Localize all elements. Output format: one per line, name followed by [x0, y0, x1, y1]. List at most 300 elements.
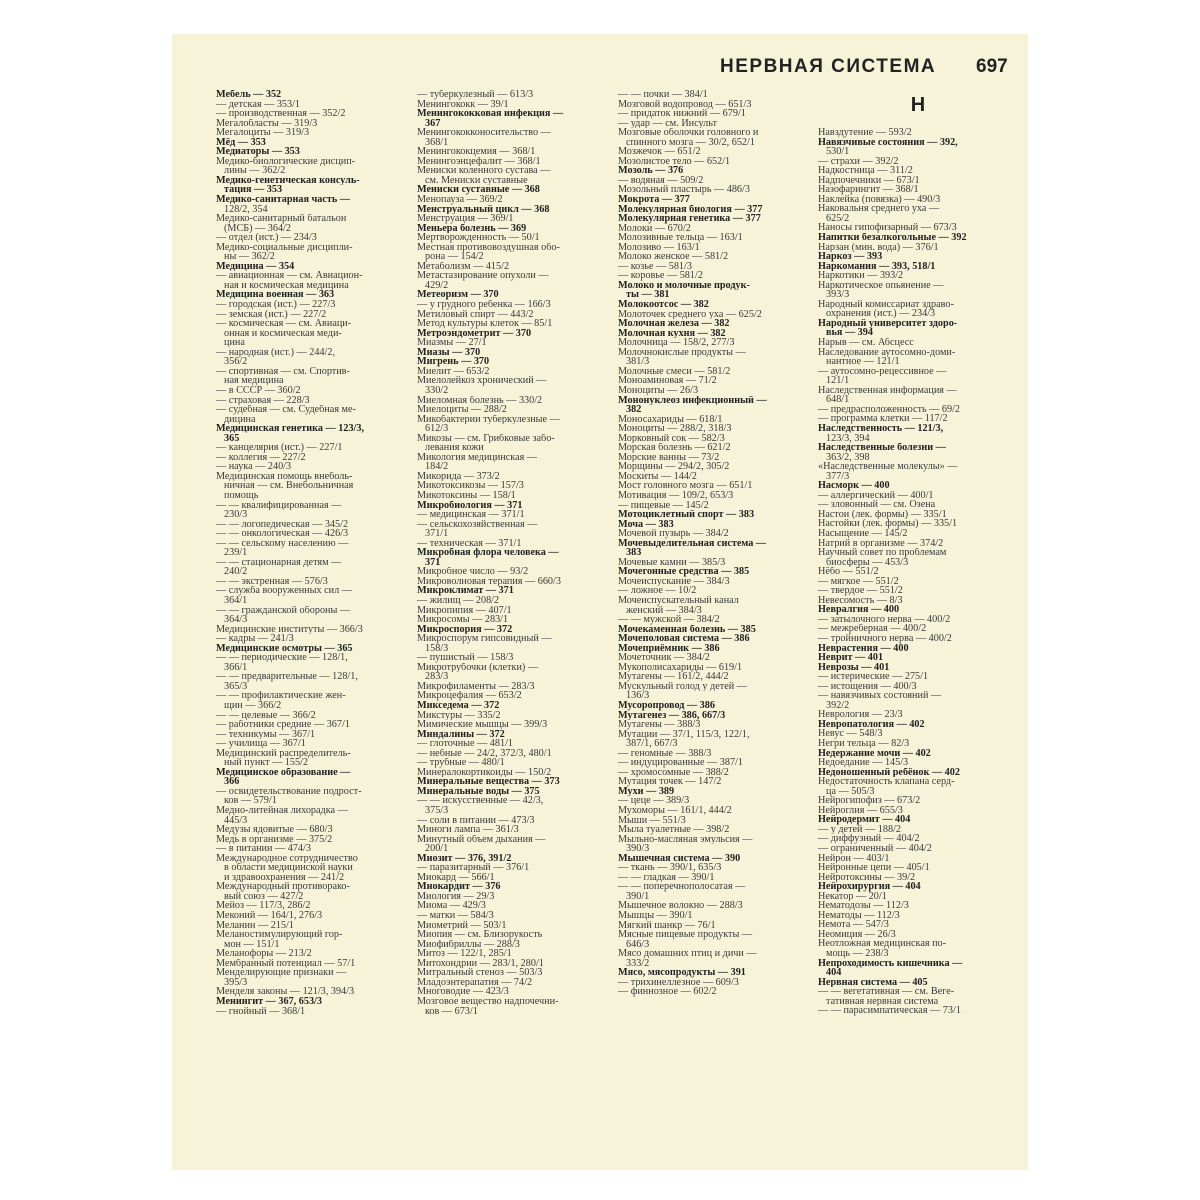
- index-entry: Меланин — 215/1: [216, 920, 294, 931]
- index-entry: Нейрогипофиз — 673/2: [818, 796, 921, 806]
- index-entry: вья — 394: [826, 328, 873, 339]
- index-entry: Мигрень — 370: [417, 357, 490, 367]
- index-entry: Нейроглия — 655/3: [818, 805, 903, 816]
- index-column-3: [618, 90, 818, 997]
- index-entry: Микседема — 372: [417, 701, 500, 711]
- index-entry: Надпочечники — 673/1: [818, 175, 920, 186]
- index-entry: Мочекаменная болезнь — 385: [618, 624, 756, 635]
- index-entry: Мочеиспускание — 384/3: [618, 576, 730, 587]
- index-entry: Менструальный цикл — 368: [417, 204, 550, 215]
- index-entry: Молозивные тельца — 163/1: [618, 233, 743, 243]
- index-entry: Молочнокислые продукты —: [618, 347, 746, 358]
- index-entry: Москиты — 144/2: [618, 471, 697, 482]
- index-entry: Молочная железа — 382: [618, 319, 730, 329]
- index-entry: — туберкулезный — 613/3: [417, 90, 534, 100]
- index-entry: 429/2: [425, 280, 449, 291]
- index-entry: 387/1, 667/3: [626, 739, 678, 749]
- index-entry: Мимические мышцы — 399/3: [417, 720, 548, 730]
- index-entry: Мозольный пластырь — 486/3: [618, 185, 750, 196]
- index-entry: — соли в питании — 473/3: [417, 815, 535, 826]
- index-entry: Мочегонные средства — 385: [618, 567, 750, 577]
- index-entry: Назофарингит — 368/1: [818, 185, 919, 195]
- index-entry: Миопия — см. Близорукость: [417, 930, 543, 940]
- index-entry: — жилищ — 208/2: [417, 595, 500, 606]
- index-entry: Международный противорако-: [216, 882, 350, 892]
- index-entry: — — онкологическая — 426/3: [216, 529, 349, 539]
- index-entry: Мозжечок — 651/2: [618, 147, 701, 157]
- index-entry: Микробная флора человека —: [417, 548, 559, 558]
- index-entry: 390/3: [626, 844, 650, 854]
- index-entry: Мыла туалетные — 398/2: [618, 825, 730, 835]
- index-entry: Микрофиламенты — 283/3: [417, 681, 535, 692]
- index-entry: — пищевые — 145/2: [618, 500, 709, 511]
- index-entry: — межреберная — 400/2: [818, 624, 927, 634]
- index-entry: Неотложная медицинская по-: [818, 939, 947, 950]
- index-entry: 530/1: [826, 147, 850, 157]
- index-entry: — — предварительные — 128/1,: [216, 672, 358, 682]
- index-entry: — ткань — 390/1, 635/3: [618, 863, 722, 873]
- index-entry: Менингоэнцефалит — 368/1: [417, 156, 541, 167]
- index-entry: Моносахариды — 618/1: [618, 414, 723, 425]
- index-entry: 646/3: [626, 939, 650, 950]
- index-entry: Медузы ядовитые — 680/3: [216, 825, 333, 835]
- index-entry: Недоношенный ребёнок — 402: [818, 767, 960, 778]
- index-entry: Медико-социальные дисципли-: [216, 242, 353, 253]
- index-entry: — спортивная — см. Спортив-: [216, 366, 350, 377]
- index-entry: Микроцефалия — 653/2: [417, 691, 522, 701]
- index-entry: Медно-литейная лихорадка —: [216, 806, 348, 816]
- index-entry: 366: [224, 777, 240, 787]
- index-entry: — отдел (ист.) — 234/3: [216, 233, 317, 243]
- index-entry: Метаболизм — 415/2: [417, 261, 510, 272]
- index-entry: Настойки (лек. формы) — 335/1: [818, 519, 958, 529]
- index-entry: мон — 151/1: [224, 939, 280, 950]
- index-entry: дицина: [224, 414, 256, 425]
- index-entry: — ложное — 10/2: [618, 586, 697, 596]
- index-entry: щин — 366/2: [224, 701, 282, 711]
- index-entry: 381/3: [626, 357, 650, 367]
- index-entry: Наследственность — 121/3,: [818, 423, 944, 434]
- index-entry: Невус — 548/3: [818, 729, 883, 739]
- index-entry: Мотивация — 109/2, 653/3: [618, 490, 734, 501]
- index-entry: Митральный стеноз — 503/3: [417, 968, 543, 978]
- index-entry: Микотоксины — 158/1: [417, 490, 516, 501]
- index-entry: — гнойный — 368/1: [216, 1006, 306, 1017]
- index-column-1: [216, 90, 416, 1016]
- index-entry: Миндалины — 372: [417, 729, 505, 740]
- index-entry: Международное сотрудничество: [216, 853, 358, 864]
- index-entry: — служба вооруженных сил —: [216, 586, 352, 596]
- index-entry: Навязчивые состояния — 392,: [818, 137, 958, 148]
- index-entry: помощь: [224, 490, 259, 501]
- index-entry: 128/2, 354: [224, 204, 268, 215]
- index-entry: Морская болезнь — 621/2: [618, 443, 731, 453]
- index-entry: Недостаточность клапана серд-: [818, 777, 955, 787]
- index-entry: Нарыв — см. Абсцесс: [818, 338, 914, 348]
- index-entry: Мускульный голод у детей —: [618, 681, 747, 692]
- index-entry: Микобактерии туберкулезные —: [417, 414, 560, 425]
- index-entry: Насморк — 400: [818, 481, 890, 491]
- index-entry: Молочная кухня — 382: [618, 328, 726, 339]
- index-entry: Минеральные воды — 375: [417, 786, 540, 797]
- index-entry: — коллегия — 227/2: [216, 452, 306, 463]
- index-entry: Медицинские осмотры — 365: [216, 643, 353, 654]
- index-entry: Меконий — 164/1, 276/3: [216, 911, 323, 921]
- index-entry: вый союз — 427/2: [224, 891, 304, 902]
- index-entry: Мегалобласты — 319/3: [216, 118, 318, 129]
- index-entry: Мононуклеоз инфекционный —: [618, 395, 767, 406]
- index-entry: Минутный объем дыхания —: [417, 834, 546, 845]
- index-entry: Неврастения — 400: [818, 643, 909, 654]
- index-entry: — — целевые — 366/2: [216, 710, 316, 721]
- index-entry: ца — 505/3: [826, 786, 875, 797]
- index-entry: Мочеполовая система — 386: [618, 634, 750, 644]
- index-entry: Мусоропровод — 386: [618, 701, 715, 711]
- index-entry: Народный университет здоро-: [818, 318, 958, 329]
- index-entry: Мутагены — 161/2, 444/2: [618, 672, 729, 682]
- index-entry: Минералокортикоиды — 150/2: [417, 767, 552, 778]
- index-entry: Меньера болезнь — 369: [417, 223, 527, 234]
- index-entry: Миокардит — 376: [417, 882, 501, 892]
- index-entry: Метастазирование опухоли —: [417, 271, 549, 281]
- index-entry: 121/1: [826, 376, 850, 386]
- index-entry: Микозы — см. Грибковые забо-: [417, 433, 555, 444]
- index-entry: 200/1: [425, 844, 449, 854]
- index-entry: Медицинская генетика — 123/3,: [216, 424, 365, 434]
- index-entry: Миноги лампа — 361/3: [417, 825, 519, 835]
- index-entry: Митохондрии — 283/1, 280/1: [417, 958, 544, 969]
- index-entry: Мочевой пузырь — 384/2: [618, 529, 729, 539]
- index-entry: Мухоморы — 161/1, 444/2: [618, 806, 732, 816]
- index-entry: Морские ванны — 73/2: [618, 452, 720, 463]
- index-entry: — мягкое — 551/2: [818, 576, 899, 587]
- index-entry: Мыши — 551/3: [618, 815, 686, 826]
- book-page: [172, 34, 1028, 1170]
- index-entry: онная и космическая меди-: [224, 328, 342, 339]
- index-entry: нантное — 121/1: [826, 357, 900, 367]
- index-entry: Наркотики — 393/2: [818, 271, 904, 281]
- index-entry: Микология медицинская —: [417, 452, 538, 463]
- index-entry: Микроволновая терапия — 660/3: [417, 576, 561, 587]
- index-entry: Нарзан (мин. вода) — 376/1: [818, 242, 939, 253]
- index-entry: Миома — 429/3: [417, 901, 486, 912]
- index-entry: Неврология — 23/3: [818, 710, 903, 720]
- index-entry: Наносы гипофизарный — 673/3: [818, 223, 957, 234]
- index-entry: и здравоохранения — 241/2: [224, 872, 345, 883]
- index-entry: мощь — 238/3: [826, 949, 889, 959]
- index-entry: — хромосомные — 388/2: [618, 767, 729, 778]
- index-entry: Мейоз — 117/3, 286/2: [216, 901, 311, 912]
- index-entry: женский — 384/3: [626, 605, 702, 616]
- index-entry: — предрасположенность — 69/2: [818, 404, 961, 415]
- index-entry: Мышечная система — 390: [618, 853, 741, 864]
- index-entry: Наследственная информация —: [818, 385, 957, 396]
- index-entry: Медико-санитарная часть —: [216, 195, 350, 205]
- index-entry: 283/3: [425, 672, 449, 682]
- index-entry: Молекулярная биология — 377: [618, 204, 763, 215]
- index-entry: — — парасимпатическая — 73/1: [818, 1006, 961, 1016]
- index-entry: Навздутение — 593/2: [818, 128, 912, 138]
- index-entry: — глоточные — 481/1: [417, 739, 514, 749]
- index-entry: Метиловый спирт — 443/2: [417, 309, 534, 320]
- index-entry: Менингококк — 39/1: [417, 99, 509, 110]
- index-entry: Мутации — 37/1, 115/3, 122/1,: [618, 729, 750, 740]
- index-entry: Мухи — 389: [618, 786, 675, 797]
- index-entry: Некатор — 20/1: [818, 891, 887, 902]
- index-entry: Медицина — 354: [216, 261, 295, 272]
- index-entry: Натрий в организме — 374/2: [818, 538, 944, 549]
- index-entry: Мениски коленного сустава —: [417, 166, 551, 176]
- index-entry: Мясо, мясопродукты — 391: [618, 968, 746, 978]
- index-entry: — аутосомно-рецессивное —: [818, 366, 947, 377]
- index-entry: — затылочного нерва — 400/2: [818, 614, 951, 625]
- index-entry: — придаток нижний — 679/1: [618, 109, 746, 119]
- index-entry: — программа клетки — 117/2: [818, 414, 948, 424]
- index-entry: Немота — 547/3: [818, 920, 889, 930]
- index-entry: — пушистый — 158/3: [417, 653, 514, 663]
- index-entry: 330/2: [425, 385, 449, 396]
- index-entry: Непроходимость кишечника —: [818, 958, 963, 969]
- index-entry: Микроспорум гипсовидный —: [417, 634, 552, 644]
- index-entry: ков — 673/1: [425, 1006, 478, 1017]
- index-entry: 648/1: [826, 395, 850, 405]
- index-entry: ты — 381: [626, 290, 670, 301]
- index-entry: Местная противовоздушная обо-: [417, 242, 560, 253]
- index-entry: Нематоды — 112/3: [818, 910, 900, 921]
- index-entry: — городская (ист.) — 227/3: [216, 300, 336, 310]
- index-entry: Нейродермит — 404: [818, 815, 911, 825]
- index-entry: Наркоз — 393: [818, 252, 883, 262]
- index-entry: (МСБ) — 364/2: [224, 223, 291, 234]
- index-entry: тация — 353: [224, 185, 283, 196]
- index-entry: 363/2, 398: [826, 452, 870, 463]
- index-entry: Микропипия — 407/1: [417, 605, 512, 616]
- index-entry: Моча — 383: [618, 519, 674, 530]
- index-entry: Научный совет по проблемам: [818, 548, 947, 558]
- index-entry: Микорида — 373/2: [417, 471, 500, 482]
- index-entry: Мышечное волокно — 288/3: [618, 901, 743, 912]
- index-entry: — медицинская — 371/1: [417, 510, 525, 520]
- index-entry: — тройничного нерва — 400/2: [818, 633, 952, 644]
- index-entry: — козье — 581/3: [618, 261, 692, 272]
- index-entry: Мыльно-масляная эмульсия —: [618, 834, 753, 845]
- index-entry: Мост головного мозга — 651/1: [618, 481, 753, 491]
- index-entry: лины — 362/2: [224, 166, 286, 176]
- index-entry: спинного мозга — 30/2, 652/1: [626, 137, 755, 148]
- index-entry: Мочевыделительная система —: [618, 538, 767, 549]
- index-entry: Настои (лек. формы) — 335/1: [818, 509, 947, 520]
- index-entry: Молоки — 670/2: [618, 223, 691, 234]
- index-entry: Меланофоры — 213/2: [216, 949, 312, 959]
- index-entry: Нервная система — 405: [818, 977, 928, 988]
- index-entry: 445/3: [224, 815, 248, 826]
- index-entry: — диффузный — 404/2: [818, 834, 920, 845]
- index-entry: Медицинская помощь внеболь-: [216, 471, 353, 482]
- index-entry: ный пункт — 155/2: [224, 758, 309, 768]
- index-entry: — — вегетативная — см. Веге-: [818, 987, 955, 997]
- index-entry: тативная нервная система: [826, 996, 939, 1007]
- index-entry: Мукополисахариды — 619/1: [618, 662, 743, 673]
- index-entry: — техникумы — 367/1: [216, 729, 316, 740]
- index-entry: — геномные — 388/3: [618, 748, 712, 759]
- index-entry: Микроклимат — 371: [417, 586, 514, 596]
- section-letter: Н: [910, 94, 926, 116]
- index-entry: Мозоль — 376: [618, 166, 684, 176]
- index-entry: Менструация — 369/1: [417, 214, 514, 224]
- index-entry: Менингококцемия — 368/1: [417, 147, 536, 157]
- index-entry: — финнозное — 602/2: [618, 987, 717, 997]
- index-entry: Метроэндометрит — 370: [417, 328, 532, 339]
- index-entry: 184/2: [425, 462, 449, 472]
- index-entry: Нёбо — 551/2: [818, 567, 879, 577]
- index-entry: Мутагенез — 386, 667/3: [618, 710, 726, 721]
- index-entry: Миелит — 653/2: [417, 366, 490, 377]
- index-column-2: [417, 90, 617, 1016]
- index-entry: Минеральные вещества — 373: [417, 777, 560, 787]
- index-entry: Наковальня среднего уха —: [818, 204, 940, 214]
- index-entry: — наука — 240/3: [216, 462, 292, 472]
- index-entry: Миология — 29/3: [417, 891, 495, 902]
- index-entry: — работники средние — 367/1: [216, 720, 350, 730]
- index-entry: Молекулярная генетика — 377: [618, 214, 761, 224]
- index-entry: Молочные смеси — 581/2: [618, 366, 731, 377]
- index-entry: Миазмы — 27/1: [417, 338, 487, 348]
- index-entry: Напитки безалкогольные — 392: [818, 233, 967, 243]
- index-entry: — детская — 353/1: [216, 99, 301, 110]
- index-entry: Медико-санитарный батальон: [216, 214, 347, 224]
- index-entry: Насыщение — 145/2: [818, 528, 908, 539]
- index-entry: — навязчивых состояний —: [818, 691, 942, 701]
- index-entry: Наследование аутосомно-доми-: [818, 347, 956, 358]
- index-column-4: [818, 90, 1018, 1016]
- index-entry: Молоко и молочные продук-: [618, 280, 750, 291]
- index-entry: — коровье — 581/2: [618, 271, 703, 281]
- index-entry: ков — 579/1: [224, 796, 277, 807]
- index-entry: Неврозы — 401: [818, 662, 890, 673]
- index-entry: Мертворожденность — 50/1: [417, 233, 540, 243]
- index-entry: 383: [626, 548, 642, 558]
- index-entry: 366/1: [224, 662, 248, 673]
- index-entry: Микросомы — 283/1: [417, 615, 509, 625]
- index-entry: 612/3: [425, 424, 449, 434]
- index-entry: 239/1: [224, 548, 248, 558]
- index-entry: Мембранный потенциал — 57/1: [216, 958, 356, 969]
- index-entry: — — гражданской обороны —: [216, 605, 351, 616]
- index-entry: — — периодические — 128/1,: [216, 653, 348, 663]
- index-entry: Мясо домашних птиц и дичи —: [618, 949, 757, 959]
- index-entry: — паразитарный — 376/1: [417, 863, 530, 873]
- index-entry: Моноциты — 288/2, 318/3: [618, 424, 732, 434]
- index-entry: Менделя законы — 121/3, 394/3: [216, 987, 355, 997]
- index-entry: — аллергический — 400/1: [818, 490, 934, 501]
- index-entry: — производственная — 352/2: [216, 109, 346, 119]
- index-entry: — в питании — 474/3: [216, 844, 311, 854]
- index-entry: — у грудного ребенка — 166/3: [417, 300, 551, 310]
- index-entry: цина: [224, 338, 245, 348]
- index-entry: ная и космическая медицина: [224, 280, 349, 291]
- index-entry: 333/2: [626, 958, 650, 969]
- index-entry: — училища — 367/1: [216, 739, 306, 749]
- index-entry: Моноаминовая — 71/2: [618, 376, 717, 386]
- index-entry: — земская (ист.) — 227/2: [216, 309, 327, 320]
- index-entry: Медицинские институты — 366/3: [216, 624, 363, 635]
- index-entry: Невесомость — 8/3: [818, 595, 903, 606]
- index-entry: Мутагены — 388/3: [618, 720, 701, 730]
- index-entry: Нейрон — 403/1: [818, 853, 890, 864]
- index-entry: — трихинеллезное — 609/3: [618, 977, 739, 988]
- index-entry: Молокоотсос — 382: [618, 300, 709, 310]
- index-entry: левания кожи: [425, 443, 484, 453]
- index-entry: Микротрубочки (клетки) —: [417, 662, 539, 673]
- index-entry: Менингит — 367, 653/3: [216, 996, 322, 1007]
- index-entry: Негри тельца — 82/3: [818, 739, 910, 749]
- index-entry: Миелоциты — 288/2: [417, 405, 507, 415]
- index-entry: 368/1: [425, 137, 449, 148]
- index-entry: — страхи — 392/2: [818, 156, 899, 167]
- index-entry: Народный комиссариат здраво-: [818, 299, 954, 310]
- index-entry: — авиационная — см. Авиацион-: [216, 271, 363, 281]
- index-entry: — ограниченный — 404/2: [818, 844, 932, 854]
- index-entry: — страховая — 228/3: [216, 395, 310, 406]
- index-entry: — техническая — 371/1: [417, 538, 522, 549]
- index-entry: 625/2: [826, 213, 850, 224]
- index-entry: Мочеприёмник — 386: [618, 643, 720, 654]
- index-entry: — в СССР — 360/2: [216, 385, 301, 396]
- page-number: 697: [976, 56, 1008, 77]
- index-entry: Миометрий — 503/1: [417, 920, 507, 931]
- index-entry: Мозговое вещество надпочечни-: [417, 996, 559, 1007]
- index-entry: — водяная — 509/2: [618, 175, 704, 186]
- index-entry: 356/2: [224, 357, 248, 367]
- index-entry: 392/2: [826, 700, 850, 711]
- running-header-title: НЕРВНАЯ СИСТЕМА: [720, 56, 937, 77]
- index-entry: — истощения — 400/3: [818, 681, 917, 692]
- index-entry: Наследственные болезни —: [818, 443, 946, 453]
- index-entry: 230/3: [224, 510, 248, 520]
- index-entry: Моноциты — 26/3: [618, 385, 699, 396]
- index-entry: биосферы — 453/3: [826, 557, 909, 568]
- index-entry: Мозговой водопровод — 651/3: [618, 99, 752, 110]
- index-entry: — — стационарная детям —: [216, 557, 342, 568]
- index-entry: Наркотическое опьянение —: [818, 280, 944, 291]
- index-entry: Микстуры — 335/2: [417, 710, 501, 721]
- index-entry: 367: [425, 118, 441, 129]
- index-entry: 395/3: [224, 977, 248, 988]
- index-entry: — индуцированные — 387/1: [618, 758, 743, 768]
- index-entry: — — логопедическая — 345/2: [216, 519, 349, 530]
- index-entry: — космическая — см. Авиаци-: [216, 319, 352, 329]
- index-entry: — — почки — 384/1: [618, 90, 708, 100]
- index-entry: Митоз — 122/1, 285/1: [417, 949, 512, 959]
- index-entry: — трубные — 480/1: [417, 758, 505, 768]
- index-entry: Медь в организме — 375/2: [216, 834, 333, 845]
- index-entry: ничная — см. Внебольничная: [224, 481, 354, 491]
- index-entry: Мутация точек — 147/2: [618, 777, 722, 787]
- index-entry: — — сельскому населению —: [216, 538, 349, 549]
- index-entry: — кадры — 241/3: [216, 634, 294, 644]
- index-entry: Метеоризм — 370: [417, 290, 499, 301]
- index-entry: Медиаторы — 353: [216, 147, 300, 157]
- index-entry: Нейротоксины — 39/2: [818, 872, 916, 883]
- index-entry: — твердое — 551/2: [818, 586, 903, 596]
- index-entry: Микотоксикозы — 157/3: [417, 481, 524, 491]
- index-entry: Мокрота — 377: [618, 195, 690, 205]
- index-entry: Морковный сок — 582/3: [618, 433, 725, 444]
- index-entry: Миозит — 376, 391/2: [417, 853, 512, 864]
- index-entry: Миелолейкоз хронический —: [417, 376, 547, 386]
- index-entry: — — искусственные — 42/3,: [417, 796, 544, 807]
- index-entry: — — поперечнополосатая —: [618, 882, 746, 892]
